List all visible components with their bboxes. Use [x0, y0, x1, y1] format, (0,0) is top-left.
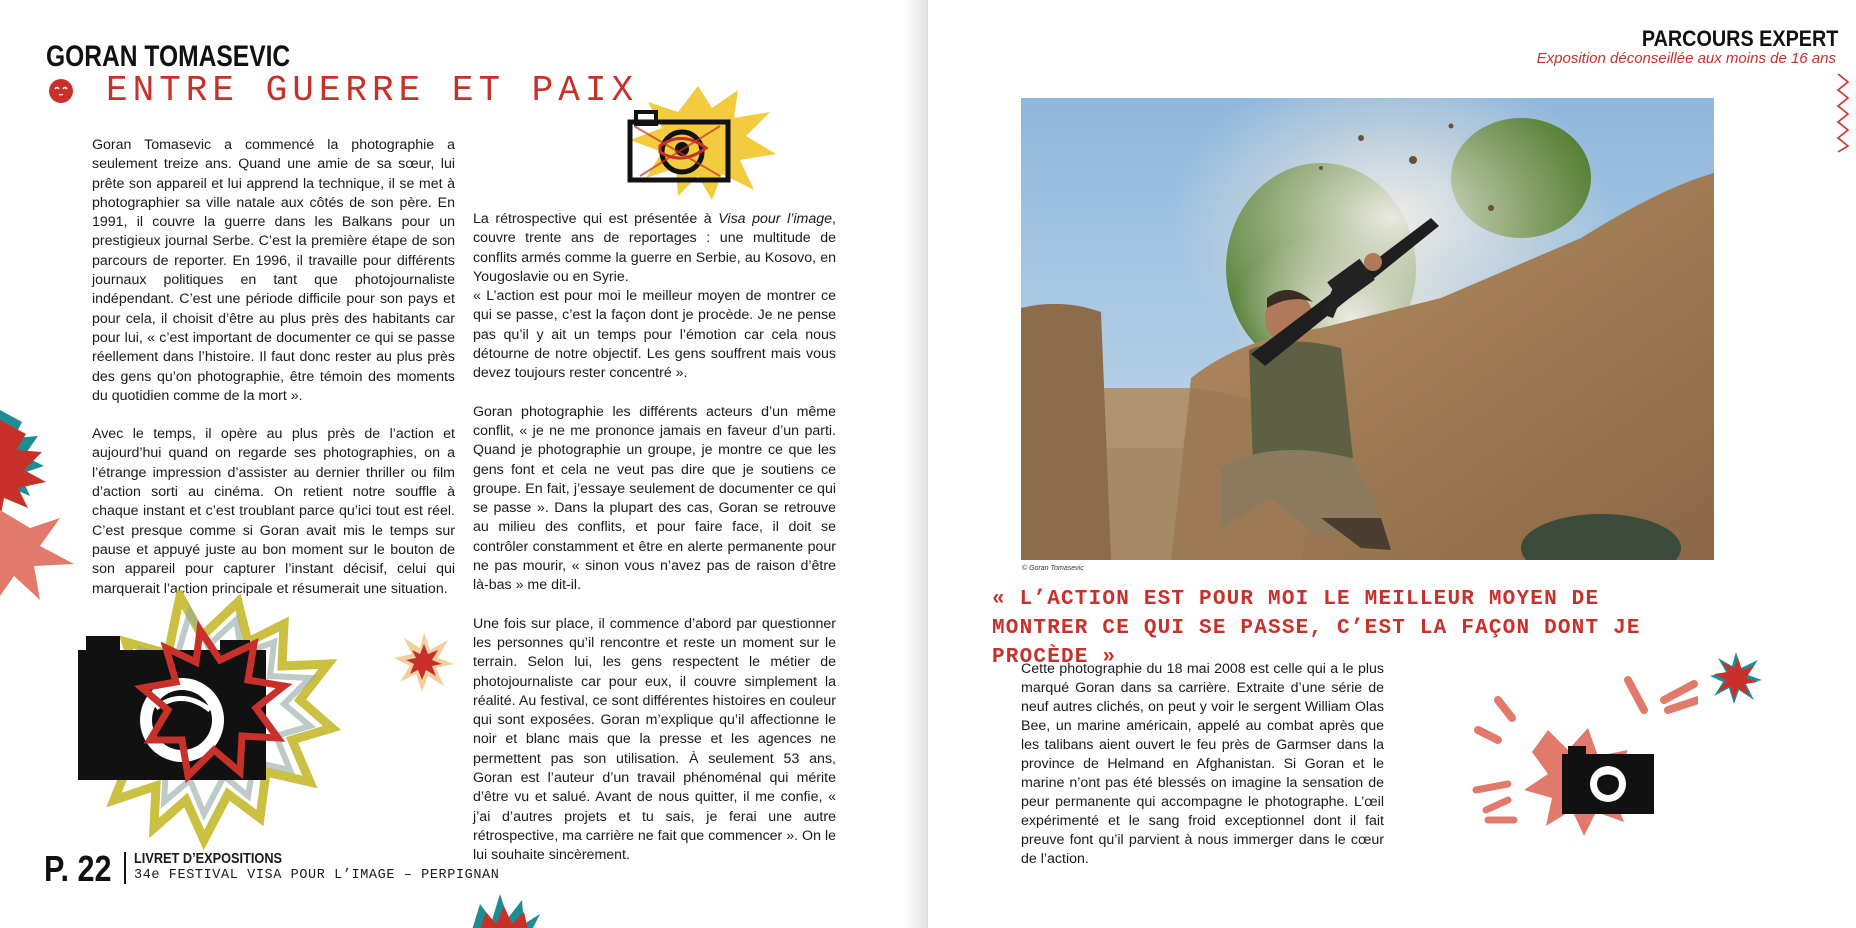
- starburst-icon: [1708, 650, 1764, 706]
- photo-credit: © Goran Tomasevic: [1022, 565, 1084, 572]
- eye-badge-icon: [48, 78, 74, 104]
- camera-burst-illustration: [1468, 670, 1698, 840]
- right-page: [928, 0, 1856, 928]
- camera-burst-illustration: [620, 82, 780, 202]
- bottom-burst-icon: [462, 890, 542, 928]
- body-column-1: [92, 136, 455, 618]
- pull-quote: « L’ACTION EST POUR MOI LE MEILLEUR MOYEN DE MONTRER CE QUI SE PASSE, C’EST LA FAÇON DONT JE PROCÈDE »: [992, 588, 1641, 669]
- article-title: ENTRE GUERRE ET PAIX: [106, 70, 639, 111]
- starburst-icon: [392, 630, 456, 694]
- age-warning: Exposition déconseillée aux moins de 16 ans: [1536, 50, 1836, 67]
- page-number: P. 22: [44, 848, 112, 889]
- body-column-2: [473, 210, 836, 885]
- author-name: GORAN TOMASEVIC: [46, 40, 291, 73]
- footer-festival: 34e FESTIVAL VISA POUR L’IMAGE – PERPIGNAN: [134, 868, 500, 883]
- camera-sketch-illustration: [70, 590, 350, 850]
- footer-publication: LIVRET D’EXPOSITIONS: [134, 850, 283, 867]
- paragraph: « L’action est pour moi le meilleur moyen de montrer ce qui se passe, c’est la façon dont je procède. Je ne pense pas qu’il y ait un temps pour l’émotion car cela nous détourne de notre objectif. Les gens souffrent mais vous devez toujours rester concentré ».: [473, 288, 836, 382]
- paragraph-text: La rétrospective qui est présentée à: [473, 211, 719, 227]
- zigzag-icon: [1836, 72, 1850, 154]
- paragraph-text: , couvre trente ans de reportages : une multitude de conflits armés comme la guerre en Serbie, au Kosovo, en Yougoslavie ou en Syrie.: [473, 211, 836, 285]
- main-photograph[interactable]: [1021, 98, 1714, 560]
- paragraph: [473, 210, 836, 287]
- paragraph: Une fois sur place, il commence d’abord par questionner les personnes qu’il rencontre et reste un moment sur le terrain. Selon lui, les gens respectent le métier de photojournaliste car pour eux, il couvre simplement la réalité. Au festival, ce sont différentes histoires en couleur qui sont exposées. Goran m’explique qu’il affectionne le noir et blanc mais que la presse et les agences ne permettent pas son utilisation. À seulement 53 ans, Goran est l’auteur d’un travail phénoménal qui mérite d’être vu et salué. Avant de nous quitter, il me confie, « j’ai d’autres projets et tu sais, je ferai une autre rétrospective, ma carrière ne fait que commencer ». On le lui souhaite sincèrement.: [473, 615, 836, 864]
- left-edge-burst-icon: [0, 400, 80, 610]
- festival-name: Visa pour l’image: [718, 211, 833, 227]
- photo-caption: Cette photographie du 18 mai 2008 est celle qui a le plus marqué Goran dans sa carrière. Extraite d’une série de neuf autres clichés, on peut y voir le sergent William Olas Bee, un marine américain, appelé au combat après que les talibans aient ouvert le feu près de Garmser dans la province de Helmand en Afghanistan. Si Goran et le marine n’ont pas été blessés on imagine la sensation de peur permanente qui accompagne le photographe. L’œil expérimenté et le sang froid exceptionnel dont il fait preuve font qu’il parvient à nous immerger dans le cœur de l’action.: [1021, 661, 1384, 867]
- paragraph: Goran Tomasevic a commencé la photographie a seulement treize ans. Quand une amie de sa sœur, lui prête son appareil et lui apprend la technique, il se met à photographier sa ville natale aux côtés de son père. En 1991, il couvre la guerre dans les Balkans pour un prestigieux journal Serbe. C’est la première étape de son parcours de reporter. En 1996, il travaille pour différents journaux politiques en tant que photojournaliste indépendant. C’est une période difficile pour son pays et pour cela, il choisit d’être au plus près des habitants car pour lui, « c’est important de documenter ce qui se passe réellement dans l’histoire. Il faut donc rester au plus près des gens qu’on photographie, être témoin des moments du quotidien comme de la mort ».: [92, 137, 455, 404]
- footer-divider: [124, 852, 126, 884]
- paragraph: Avec le temps, il opère au plus près de l’action et aujourd’hui quand on regarde ses photographies, on a l’étrange impression d’assister au dernier thriller ou film d’action sorti au cinéma. On retient notre souffle à chaque instant et c’est troublant parce qu’ici tout est réel. C’est presque comme si Goran avait mis le temps sur pause et appuyé juste au bon moment sur le bouton de son appareil pour capturer l’instant décisif, celui qui marquerait l’action principale et résumerait une situation.: [92, 426, 455, 597]
- paragraph: Goran photographie les différents acteurs d’un même conflit, « je ne me prononce jamais en faveur d’un parti. Quand je photographie un groupe, je montre ce que les gens font et cela ne veut pas dire que je soutiens ce groupe. En fait, j’essaye seulement de documenter ce qui se passe ». Dans la plupart des cas, Goran se retrouve au milieu des conflits, et pour faire face, il doit se contrôler constamment et être en alerte permanente pour ne pas mourir, « sinon vous n’avez pas de raison d’être là-bas » me dit-il.: [473, 403, 836, 594]
- section-label: PARCOURS EXPERT: [1641, 26, 1838, 51]
